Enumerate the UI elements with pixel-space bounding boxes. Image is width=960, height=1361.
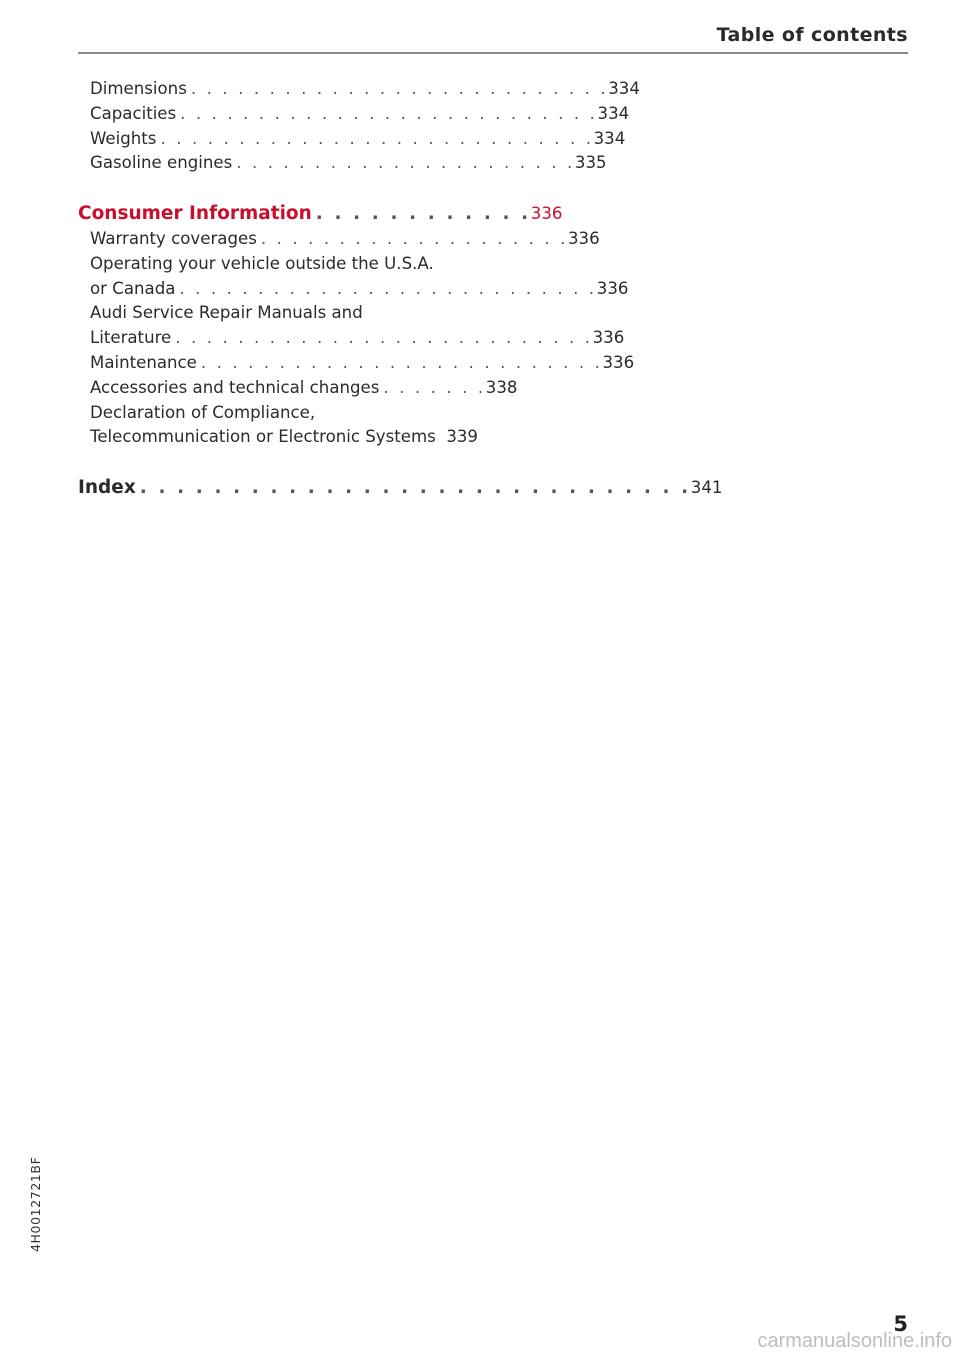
toc-entry-declaration-line1[interactable]: Declaration of Compliance, — [90, 402, 316, 422]
page-ref: 335 — [574, 153, 607, 173]
page-ref: 336 — [596, 278, 629, 298]
page-title: Table of contents — [716, 24, 908, 46]
page-ref: 334 — [608, 79, 640, 98]
header-divider — [78, 52, 908, 54]
toc-entry-service-manuals-line1[interactable]: Audi Service Repair Manuals and — [90, 303, 363, 323]
page-ref: 336 — [567, 228, 600, 248]
page-ref: 334 — [597, 103, 630, 123]
page-ref: 336 — [592, 328, 625, 348]
section-gap — [78, 450, 478, 476]
toc-entry-declaration[interactable]: Telecommunication or Electronic Systems 339 — [78, 425, 478, 450]
page-ref: 341 — [690, 478, 723, 498]
dot-leader: . . . . . . . . . . . . . . . . . . . . . . . . . . . — [180, 103, 598, 123]
page-ref: 336 — [602, 352, 635, 372]
page-ref: 338 — [485, 377, 518, 397]
page-ref: 336 — [530, 204, 563, 224]
toc-entry-service-manuals[interactable]: Literature . . . . . . . . . . . . . . . . . . . . . . . . . . . 336 — [78, 326, 478, 351]
dot-leader: . . . . . . . . . . . . . . . . . . . . — [260, 228, 568, 248]
table-of-contents — [78, 77, 723, 501]
toc-section-consumer-information[interactable]: Consumer Information . . . . . . . . . . . . 336 — [78, 202, 478, 227]
toc-entry-dimensions[interactable]: Dimensions . . . . . . . . . . . . . . . . . . . . . . . . . . . 334 — [78, 77, 478, 102]
dot-leader: . . . . . . . . . . . . . . . . . . . . . . . . . . . — [179, 278, 597, 298]
toc-entry-operating-outside[interactable]: or Canada . . . . . . . . . . . . . . . . . . . . . . . . . . . 336 — [78, 277, 478, 302]
toc-entry-maintenance[interactable]: Maintenance . . . . . . . . . . . . . . . . . . . . . . . . . . 336 — [78, 351, 478, 376]
toc-entry-operating-outside-line1[interactable]: Operating your vehicle outside the U.S.A. — [90, 253, 434, 273]
watermark: carmanualsonline.info — [757, 1330, 952, 1352]
dot-leader: . . . . . . . . . . . . . . . . . . . . . . . . . . . — [175, 328, 593, 348]
document-code: 4H0012721BF — [28, 1156, 43, 1252]
dot-leader: . . . . . . . . . . . . . . . . . . . . . . — [236, 153, 575, 173]
toc-entry-gasoline-engines[interactable]: Gasoline engines . . . . . . . . . . . . . . . . . . . . . . 335 — [78, 151, 478, 176]
dot-leader: . . . . . . . . . . . . . . . . . . . . . . . . . . . . — [160, 128, 594, 148]
page-ref: 334 — [593, 128, 626, 148]
page-number: 5 — [893, 1312, 908, 1336]
toc-entry-warranty-coverages[interactable]: Warranty coverages . . . . . . . . . . . . . . . . . . . . 336 — [78, 227, 478, 252]
dot-leader: . . . . . . . . . . . . . . . . . . . . . . . . . . . . . . — [139, 477, 691, 499]
dot-leader: . . . . . . . . . . . . — [315, 203, 531, 225]
page-ref: 339 — [446, 427, 478, 447]
dot-leader: . . . . . . . — [383, 377, 486, 397]
toc-entry-weights[interactable]: Weights . . . . . . . . . . . . . . . . . . . . . . . . . . . . 334 — [78, 127, 478, 152]
toc-section-index[interactable]: Index . . . . . . . . . . . . . . . . . . . . . . . . . . . . . . 341 — [78, 476, 478, 501]
toc-entry-capacities[interactable]: Capacities . . . . . . . . . . . . . . . . . . . . . . . . . . . 334 — [78, 102, 478, 127]
section-gap — [78, 176, 478, 202]
dot-leader: . . . . . . . . . . . . . . . . . . . . . . . . . . — [200, 352, 603, 372]
toc-entry-accessories[interactable]: Accessories and technical changes . . . . . . . 338 — [78, 376, 478, 401]
dot-leader: . . . . . . . . . . . . . . . . . . . . . . . . . . . — [190, 79, 609, 98]
